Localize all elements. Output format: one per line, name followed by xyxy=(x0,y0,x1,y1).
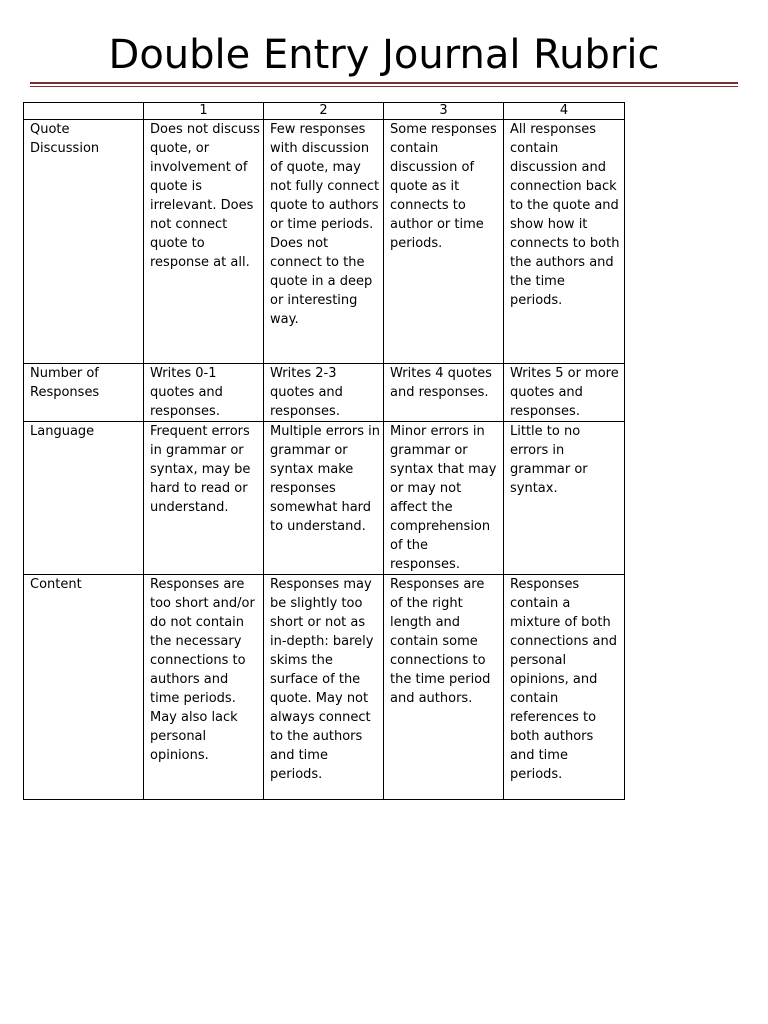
page-title: Double Entry Journal Rubric xyxy=(108,32,660,78)
score-cell-3: Responses are of the right length and contain some connections to the time period and authors. xyxy=(384,575,504,800)
score-cell-2: Responses may be slightly too short or not as in-depth: barely skims the surface of the quote. May not always connect to the authors and time periods. xyxy=(264,575,384,800)
score-cell-1: Does not discuss quote, or involvement of quote is irrelevant. Does not connect quote to response at all. xyxy=(144,120,264,364)
criterion-cell: Quote Discussion xyxy=(24,120,144,364)
table-row-quote-discussion xyxy=(24,120,625,364)
header-row xyxy=(24,103,625,120)
header-cell-score-4: 4 xyxy=(504,103,625,120)
title-rule-thick xyxy=(30,82,738,84)
score-cell-3: Minor errors in grammar or syntax that may or may not affect the comprehension of the responses. xyxy=(384,422,504,575)
title-rule-thin xyxy=(30,86,738,87)
score-cell-1: Responses are too short and/or do not contain the necessary connections to authors and time periods. May also lack personal opinions. xyxy=(144,575,264,800)
score-cell-2: Multiple errors in grammar or syntax make responses somewhat hard to understand. xyxy=(264,422,384,575)
criterion-cell: Number of Responses xyxy=(24,364,144,422)
header-cell-score-3: 3 xyxy=(384,103,504,120)
table-row-content xyxy=(24,575,625,800)
table-row-language xyxy=(24,422,625,575)
table-row-number-of-responses xyxy=(24,364,625,422)
criterion-cell: Content xyxy=(24,575,144,800)
criterion-cell: Language xyxy=(24,422,144,575)
score-cell-2: Writes 2-3 quotes and responses. xyxy=(264,364,384,422)
score-cell-4: Writes 5 or more quotes and responses. xyxy=(504,364,625,422)
header-cell-score-1: 1 xyxy=(144,103,264,120)
score-cell-4: All responses contain discussion and connection back to the quote and show how it connects to both the authors and the time periods. xyxy=(504,120,625,364)
score-cell-1: Writes 0-1 quotes and responses. xyxy=(144,364,264,422)
score-cell-3: Some responses contain discussion of quote as it connects to author or time periods. xyxy=(384,120,504,364)
score-cell-3: Writes 4 quotes and responses. xyxy=(384,364,504,422)
header-cell-score-2: 2 xyxy=(264,103,384,120)
score-cell-4: Little to no errors in grammar or syntax. xyxy=(504,422,625,575)
rubric-table xyxy=(23,102,625,800)
header-cell-criterion xyxy=(24,103,144,120)
score-cell-2: Few responses with discussion of quote, may not fully connect quote to authors or time periods. Does not connect to the quote in a deep or interesting way. xyxy=(264,120,384,364)
score-cell-1: Frequent errors in grammar or syntax, may be hard to read or understand. xyxy=(144,422,264,575)
score-cell-4: Responses contain a mixture of both connections and personal opinions, and contain references to both authors and time periods. xyxy=(504,575,625,800)
